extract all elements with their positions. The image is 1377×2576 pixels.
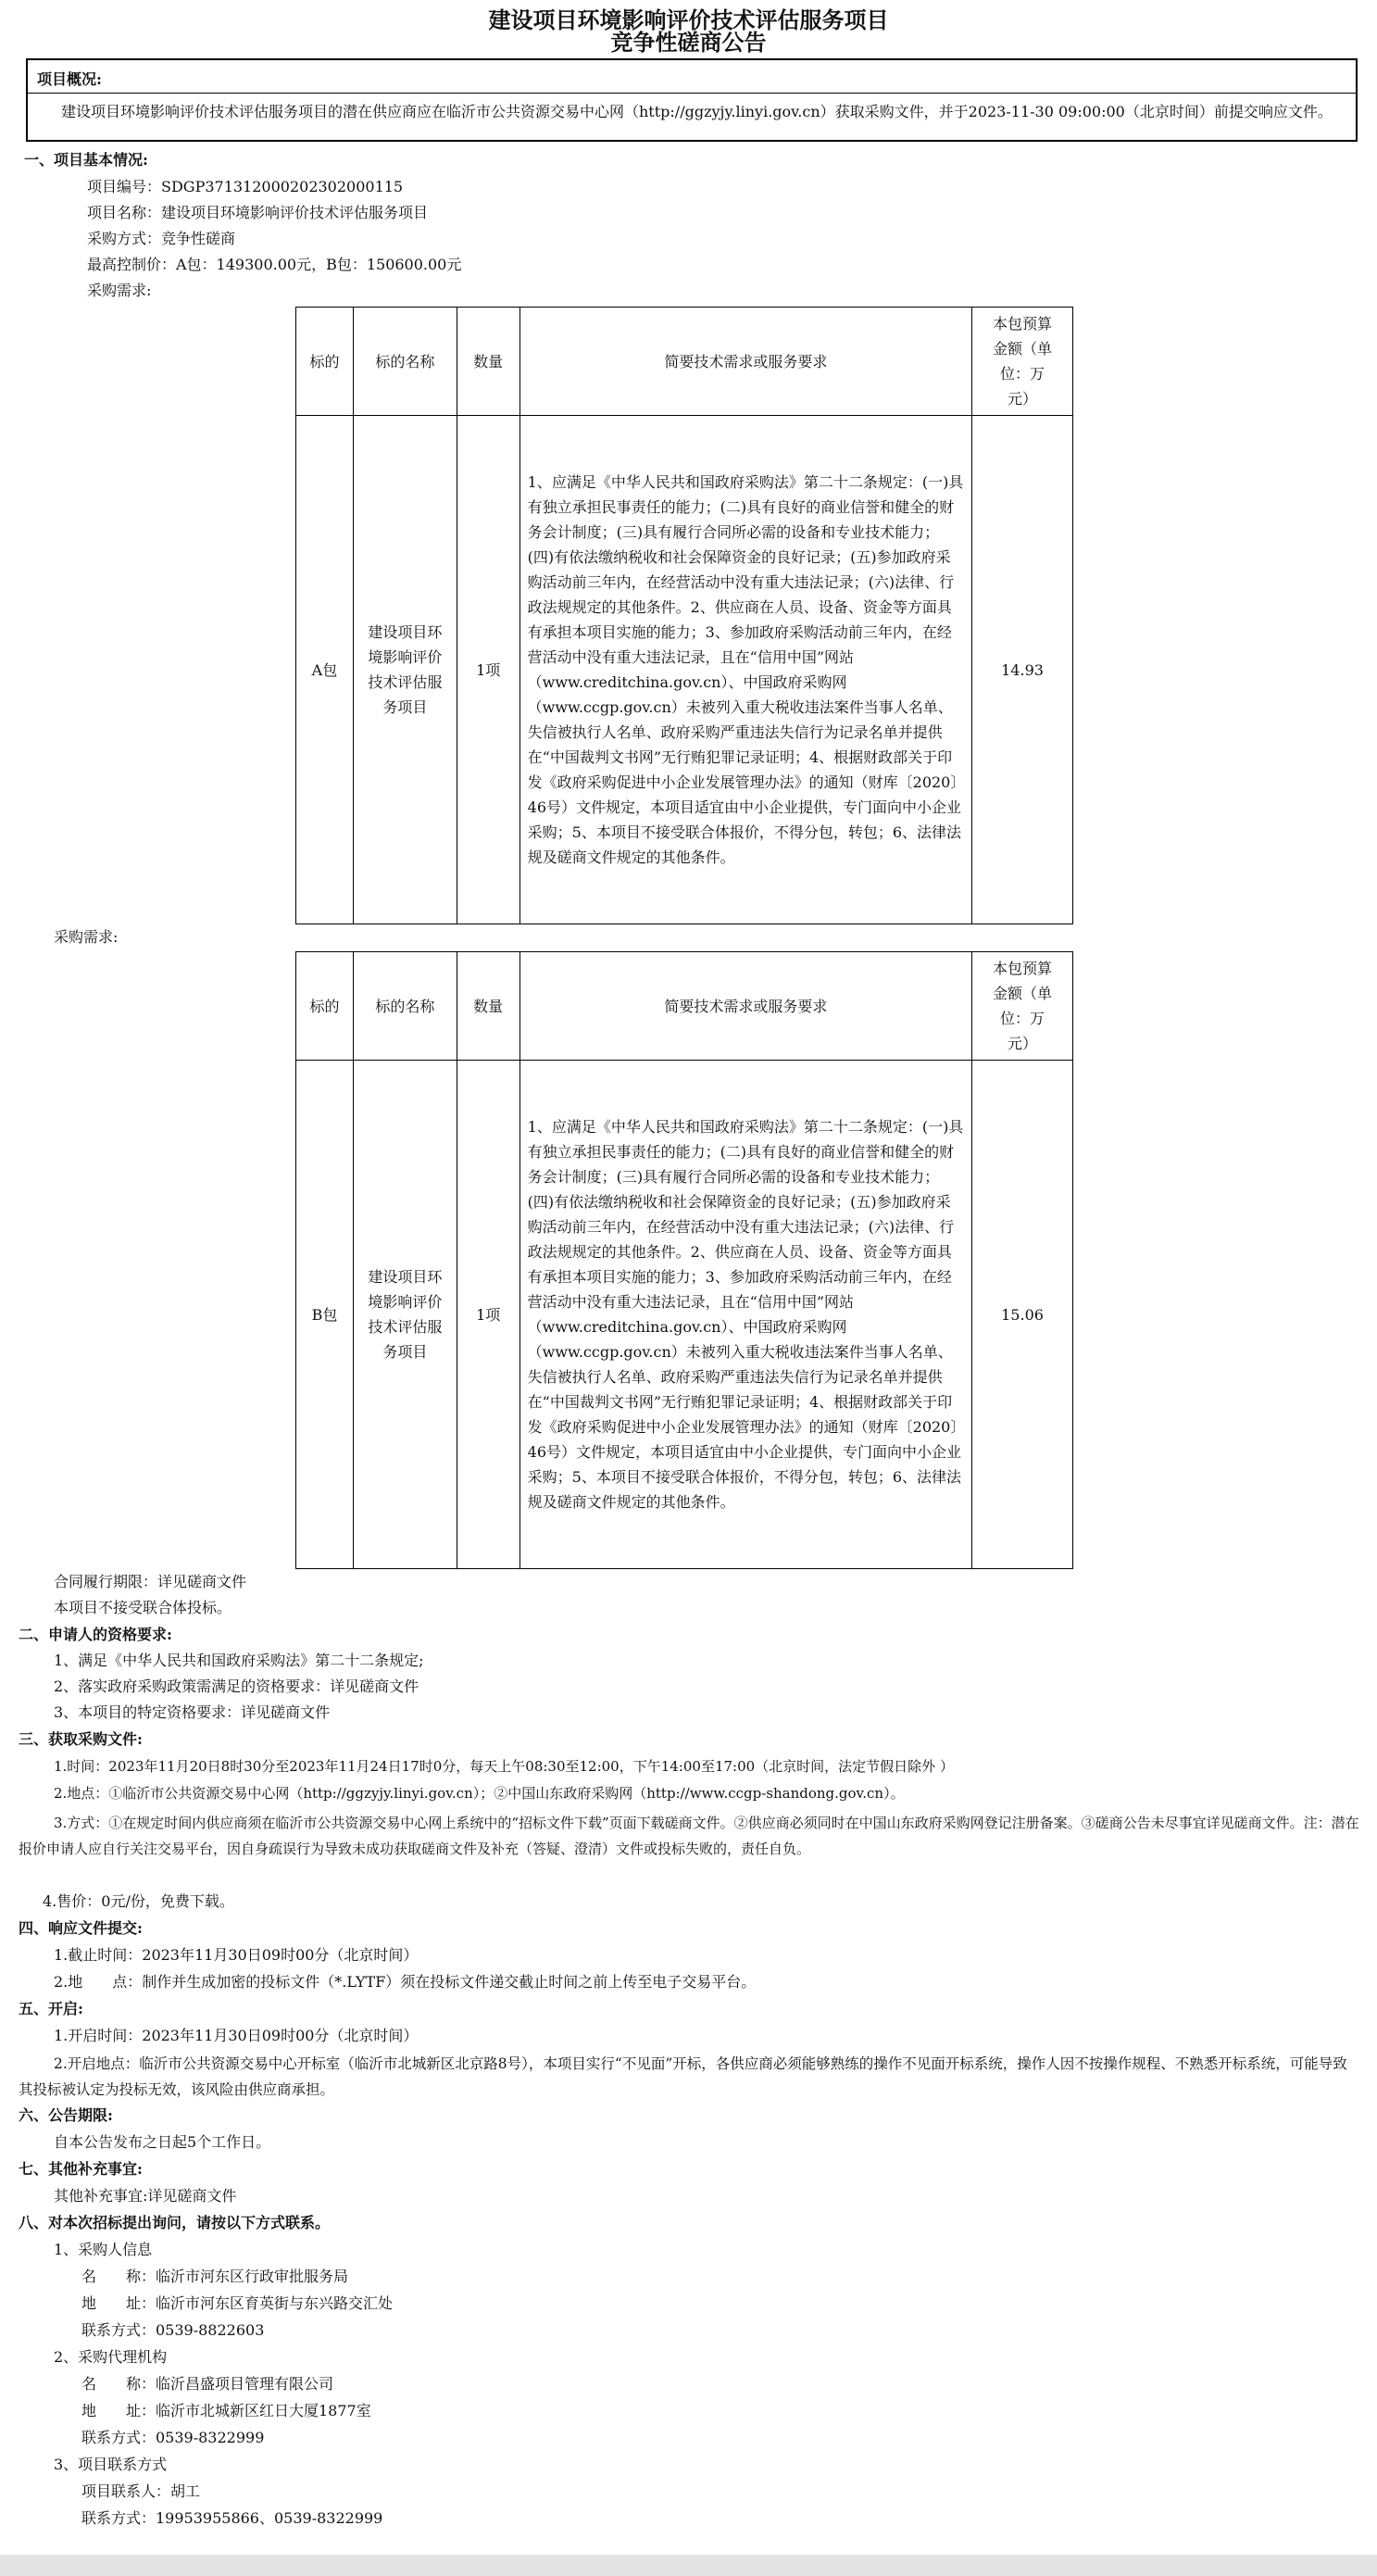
- table-row: [296, 416, 1073, 924]
- obtain-price: 4.售价：0元/份，免费下载。: [43, 1892, 234, 1910]
- max-price: 最高控制价：A包：149300.00元，B包：150600.00元: [87, 256, 462, 273]
- project-name: 项目名称：建设项目环境影响评价技术评估服务项目: [87, 204, 429, 221]
- section2-heading: 二、申请人的资格要求:: [19, 1626, 172, 1643]
- lot-name-cell: 建设项目环境影响评价技术评估服务项目: [353, 416, 457, 924]
- open-time: 1.开启时间：2023年11月30日09时00分（北京时间）: [54, 2027, 419, 2044]
- obtain-time: 1.时间：2023年11月20日8时30分至2023年11月24日17时0分，每天上午08:30至12:00，下午14:00至17:00（北京时间，法定节假日除外 ）: [54, 1758, 954, 1775]
- page-title: 建设项目环境影响评价技术评估服务项目: [488, 6, 889, 33]
- purchaser-heading: 1、采购人信息: [54, 2241, 153, 2258]
- agency-heading: 2、采购代理机构: [54, 2348, 168, 2366]
- section6-heading: 六、公告期限:: [19, 2106, 113, 2124]
- section4-heading: 四、响应文件提交:: [19, 1919, 143, 1937]
- contract-period: 合同履行期限：详见磋商文件: [54, 1573, 247, 1590]
- agency-contact: 联系方式：0539-8322999: [81, 2429, 265, 2446]
- header-name: 标的名称: [353, 952, 457, 1061]
- section8-heading: 八、对本次招标提出询问，请按以下方式联系。: [19, 2214, 331, 2231]
- header-lot: 标的: [296, 308, 354, 416]
- purchaser-contact: 联系方式：0539-8822603: [81, 2321, 265, 2339]
- qty-cell: 1项: [457, 416, 520, 924]
- no-consortium: 本项目不接受联合体投标。: [54, 1599, 232, 1616]
- lot-name-cell: 建设项目环境影响评价技术评估服务项目: [353, 1061, 457, 1569]
- overview-box: [26, 58, 1358, 142]
- project-contact-phone: 联系方式：19953955866、0539-8322999: [81, 2509, 383, 2527]
- overview-text: 建设项目环境影响评价技术评估服务项目的潜在供应商应在临沂市公共资源交易中心网（http://ggzyjy.linyi.gov.cn）获取采购文件，并于2023-11-30 09:00:00（北京时间）前提交响应文件。: [61, 103, 1333, 120]
- open-place: 2.开启地点：临沂市公共资源交易中心开标室（临沂市北城新区北京路8号），本项目实行“不见面”开标，各供应商必须能够熟练的操作不见面开标系统，操作人因不按操作规程、不熟悉开标系统，可能导致其投标被认定为投标无效，该风险由供应商承担。: [19, 2055, 1347, 2098]
- section5-heading: 五、开启:: [19, 2000, 83, 2017]
- table-row: [296, 1061, 1073, 1569]
- page-subtitle: 竞争性磋商公告: [610, 29, 767, 56]
- lot-cell: A包: [296, 416, 354, 924]
- footer-bar: [0, 2555, 1377, 2576]
- qualification-item: 1、满足《中华人民共和国政府采购法》第二十二条规定;: [54, 1652, 424, 1669]
- project-number: 项目编号：SDGP371312000202302000115: [87, 178, 404, 195]
- submit-place: 2.地 点：制作并生成加密的投标文件（*.LYTF）须在投标文件递交截止时间之前上传至电子交易平台。: [54, 1973, 757, 1991]
- demand-label-a: 采购需求:: [87, 282, 152, 299]
- demand-label-b: 采购需求:: [54, 928, 119, 946]
- header-lot: 标的: [296, 952, 354, 1061]
- header-requirements: 简要技术需求或服务要求: [520, 308, 971, 416]
- notice-period: 自本公告发布之日起5个工作日。: [54, 2133, 271, 2151]
- project-contact-heading: 3、项目联系方式: [54, 2456, 168, 2473]
- agency-name: 名 称：临沂昌盛项目管理有限公司: [81, 2375, 334, 2393]
- qualification-item: 3、本项目的特定资格要求：详见磋商文件: [54, 1703, 331, 1721]
- obtain-place: 2.地点：①临沂市公共资源交易中心网（http://ggzyjy.linyi.gov.cn）；②中国山东政府采购网（http://www.ccgp-shandong.gov.cn）。: [54, 1785, 905, 1802]
- qty-cell: 1项: [457, 1061, 520, 1569]
- header-name: 标的名称: [353, 308, 457, 416]
- purchaser-name: 名 称：临沂市河东区行政审批服务局: [81, 2268, 349, 2285]
- overview-heading: 项目概况:: [28, 60, 1356, 94]
- header-requirements: 简要技术需求或服务要求: [520, 952, 971, 1061]
- header-qty: 数量: [457, 308, 520, 416]
- requirements-cell: 1、应满足《中华人民共和国政府采购法》第二十二条规定：(一)具有独立承担民事责任的能力；(二)具有良好的商业信誉和健全的财务会计制度；(三)具有履行合同所必需的设备和专业技术能力；(四)有依法缴纳税收和社会保障资金的良好记录；(五)参加政府采购活动前三年内，在经营活动中没有重大违法记录；(六)法律、行政法规规定的其他条件。2、供应商在人员、设备、资金等方面具有承担本项目实施的能力；3、参加政府采购活动前三年内，在经营活动中没有重大违法记录，且在“信用中国”网站（www.creditchina.gov.cn）、中国政府采购网（www.ccgp.gov.cn）未被列入重大税收违法案件当事人名单、失信被执行人名单、政府采购严重违法失信行为记录名单并提供在“中国裁判文书网”无行贿犯罪记录证明；4、根据财政部关于印发《政府采购促进中小企业发展管理办法》的通知（财库〔2020〕46号）文件规定，本项目适宜由中小企业提供，专门面向中小企业采购；5、本项目不接受联合体报价，不得分包，转包；6、法律法规及磋商文件规定的其他条件。: [520, 1061, 971, 1569]
- section1-heading: 一、项目基本情况:: [24, 151, 148, 169]
- qualification-item: 2、落实政府采购政策需满足的资格要求：详见磋商文件: [54, 1678, 419, 1695]
- other-matters: 其他补充事宜:详见磋商文件: [54, 2187, 237, 2205]
- lot-cell: B包: [296, 1061, 354, 1569]
- header-budget: 本包预算 金额（单 位：万 元）: [972, 952, 1073, 1061]
- agency-address: 地 址：临沂市北城新区红日大厦1877室: [81, 2402, 371, 2419]
- budget-cell: 15.06: [972, 1061, 1073, 1569]
- purchaser-address: 地 址：临沂市河东区育英街与东兴路交汇处: [81, 2294, 394, 2312]
- requirements-table-b: [295, 951, 1073, 1569]
- purchase-method: 采购方式：竞争性磋商: [87, 230, 236, 247]
- header-qty: 数量: [457, 952, 520, 1061]
- requirements-table-a: [295, 307, 1073, 924]
- submit-deadline: 1.截止时间：2023年11月30日09时00分（北京时间）: [54, 1946, 419, 1964]
- header-budget: 本包预算 金额（单 位：万 元）: [972, 308, 1073, 416]
- obtain-method: 3.方式：①在规定时间内供应商须在临沂市公共资源交易中心网上系统中的“招标文件下载”页面下载磋商文件。②供应商必须同时在中国山东政府采购网登记注册备案。③磋商公告未尽事宜详见磋商文件。注：潜在报价申请人应自行关注交易平台，因自身疏误行为导致未成功获取磋商文件及补充（答疑、澄清）文件或投标失败的，责任自负。: [19, 1815, 1359, 1857]
- section7-heading: 七、其他补充事宜:: [19, 2160, 143, 2178]
- budget-cell: 14.93: [972, 416, 1073, 924]
- project-contact-person: 项目联系人：胡工: [81, 2482, 201, 2500]
- requirements-cell: 1、应满足《中华人民共和国政府采购法》第二十二条规定：(一)具有独立承担民事责任的能力；(二)具有良好的商业信誉和健全的财务会计制度；(三)具有履行合同所必需的设备和专业技术能力；(四)有依法缴纳税收和社会保障资金的良好记录；(五)参加政府采购活动前三年内，在经营活动中没有重大违法记录；(六)法律、行政法规规定的其他条件。2、供应商在人员、设备、资金等方面具有承担本项目实施的能力；3、参加政府采购活动前三年内，在经营活动中没有重大违法记录，且在“信用中国”网站（www.creditchina.gov.cn）、中国政府采购网（www.ccgp.gov.cn）未被列入重大税收违法案件当事人名单、失信被执行人名单、政府采购严重违法失信行为记录名单并提供在“中国裁判文书网”无行贿犯罪记录证明；4、根据财政部关于印发《政府采购促进中小企业发展管理办法》的通知（财库〔2020〕46号）文件规定，本项目适宜由中小企业提供，专门面向中小企业采购；5、本项目不接受联合体报价，不得分包，转包；6、法律法规及磋商文件规定的其他条件。: [520, 416, 971, 924]
- section3-heading: 三、获取采购文件:: [19, 1730, 143, 1748]
